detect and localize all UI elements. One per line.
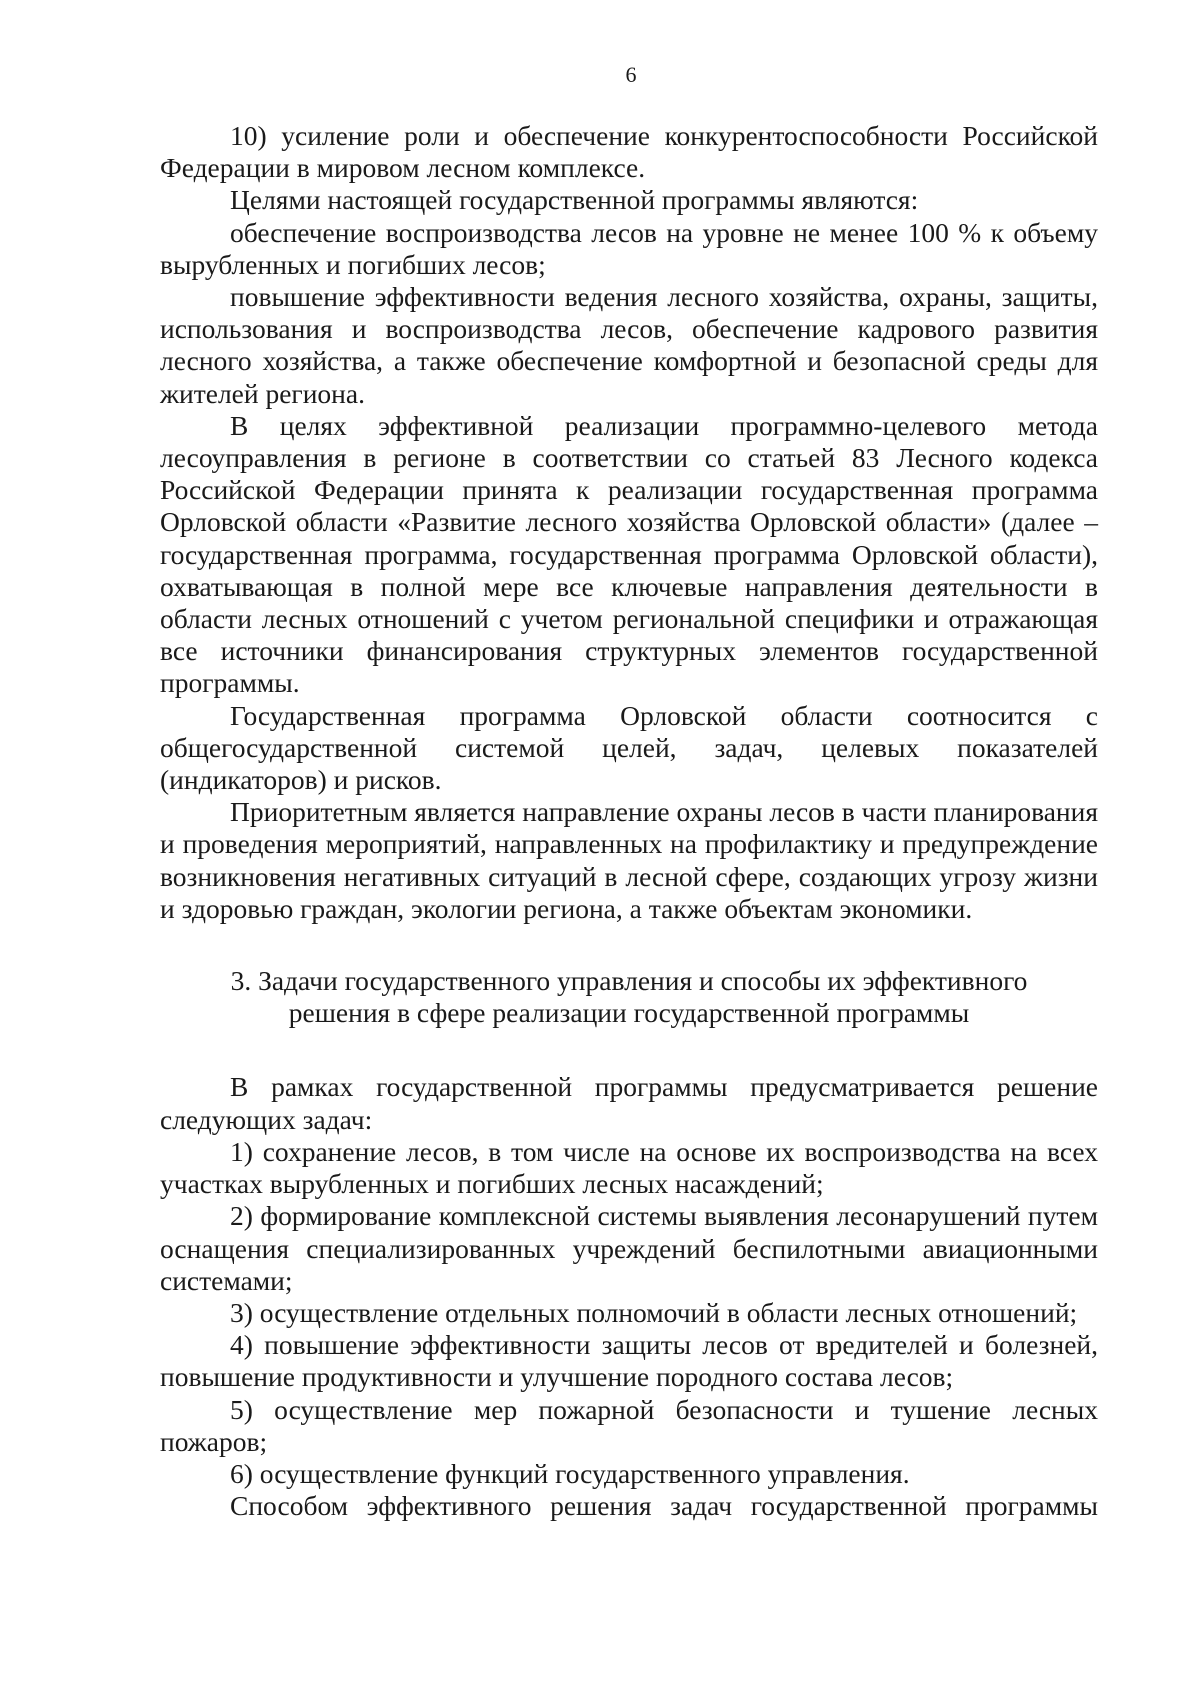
paragraph: В целях эффективной реализации программно-целевого метода лесоуправления в регионе в соответствии со статьей 83 Лесного кодекса Российской Федерации принята к реализации государственная программа Орловской области «Развитие лесного хозяйства Орловской области» (далее – государственная программа, государственная программа Орловской области), охватывающая в полной мере все ключевые направления деятельности в области лесных отношений с учетом региональной специфики и отражающая все источники финансирования структурных элементов государственной программы. — [160, 409, 1098, 699]
paragraph: Целями настоящей государственной программы являются: — [230, 184, 919, 216]
paragraph: повышение эффективности ведения лесного хозяйства, охраны, защиты, использования и воспроизводства лесов, обеспечение кадрового развития лесного хозяйства, а также обеспечение комфортной и безопасной среды для жителей региона. — [160, 281, 1098, 409]
paragraph: Государственная программа Орловской области соотносится с общегосударственной системой целей, задач, целевых показателей (индикаторов) и рисков. — [160, 699, 1098, 796]
paragraph: Способом эффективного решения задач государственной программы — [230, 1490, 1098, 1522]
section-heading — [160, 965, 1098, 1029]
section-heading-line: решения в сфере реализации государственной программы — [288, 997, 970, 1029]
section-heading-line: 3. Задачи государственного управления и способы их эффективного — [230, 965, 1028, 997]
list-item: 2) формирование комплексной системы выявления лесонарушений путем оснащения специализированных учреждений беспилотными авиационными системами; — [160, 1200, 1098, 1296]
document-body — [160, 120, 1098, 1522]
paragraph: Приоритетным является направление охраны лесов в части планирования и проведения мероприятий, направленных на профилактику и предупреждение возникновения негативных ситуаций в лесной сфере, создающих угрозу жизни и здоровью граждан, экологии региона, а также объектам экономики. — [160, 796, 1098, 924]
paragraph: 10) усиление роли и обеспечение конкурентоспособности Российской Федерации в мировом лесном комплексе. — [160, 120, 1098, 184]
list-item: 6) осуществление функций государственного управления. — [230, 1457, 910, 1489]
list-item: 4) повышение эффективности защиты лесов от вредителей и болезней, повышение продуктивности и улучшение породного состава лесов; — [160, 1329, 1098, 1393]
page-number: 6 — [625, 62, 637, 87]
list-item: 3) осуществление отдельных полномочий в области лесных отношений; — [230, 1296, 1078, 1328]
paragraph: В рамках государственной программы предусматривается решение следующих задач: — [160, 1071, 1098, 1135]
paragraph: обеспечение воспроизводства лесов на уровне не менее 100 % к объему вырубленных и погибших лесов; — [160, 216, 1098, 280]
list-item: 5) осуществление мер пожарной безопасности и тушение лесных пожаров; — [160, 1393, 1098, 1457]
list-item: 1) сохранение лесов, в том числе на основе их воспроизводства на всех участках вырубленных и погибших лесных насаждений; — [160, 1135, 1098, 1200]
